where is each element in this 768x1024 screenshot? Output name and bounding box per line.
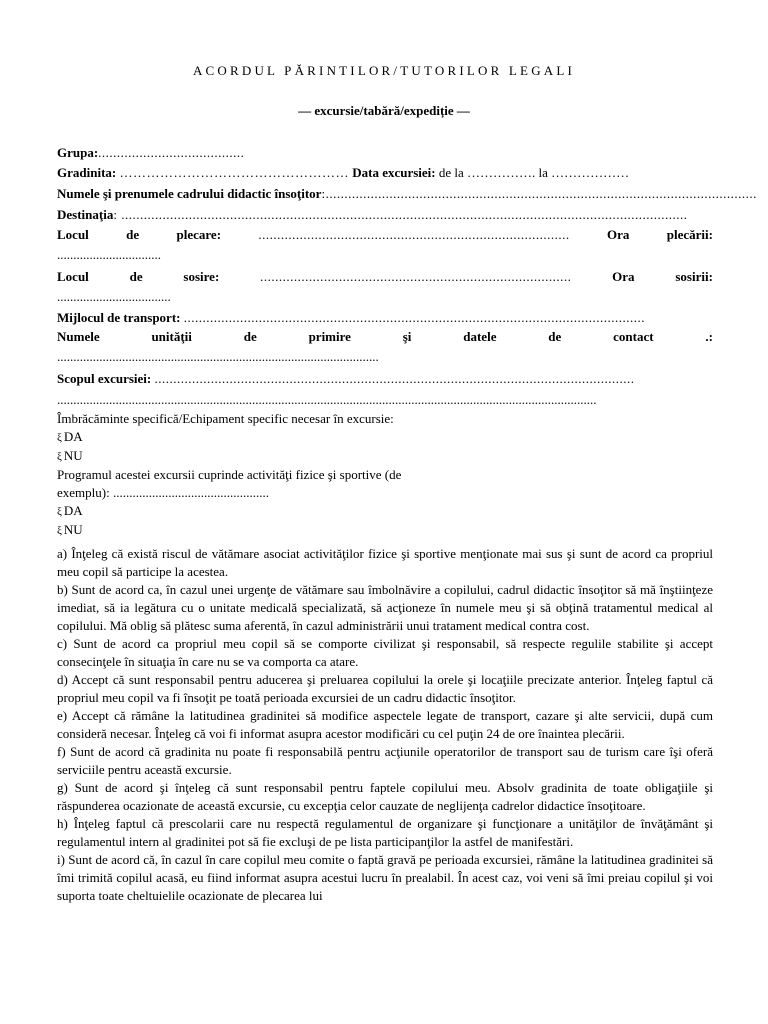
ora-plecarii-blank[interactable]: ................................ — [57, 247, 161, 262]
clause-g: g) Sunt de acord şi înţeleg că sunt responsabil pentru faptele copilului meu. Absolv gradinita de toate obligaţiile şi răspunderea ocazionate de această excursie, cu excepţia celor cauzate de neglijenţa cadrelor didactice însoţitoare. — [57, 780, 713, 813]
program-question: Programul acestei excursii cuprinde activităţi fizice şi sportive (de — [57, 467, 402, 482]
destinatia-label: Destinaţia — [57, 207, 114, 222]
clause-h: h) Înţeleg faptul că prescolarii care nu respectă regulamentul de organizare şi funcţionare a unităţilor de învăţământ şi regulamentul intern al gradinitei pot să fie excluşi de pe lista participanţilor la astfel de manifestări. — [57, 816, 713, 849]
scop-excursie-blank[interactable]: ................................................................................................................................ — [154, 371, 635, 386]
unitate-word: de — [548, 329, 562, 344]
equipment-section — [57, 410, 715, 540]
field-scop-excursie[interactable] — [57, 370, 713, 388]
unitate-word: unităţii — [151, 329, 192, 344]
clause-b: b) Sunt de acord ca, în cazul unei urgenţe de vătămare sau îmbolnăvire a copilului, cadrul didactic însoţitor să mă înştiinţeze imediat, să ia legătura cu o unitate medicală specializată, să acţioneze în numele meu şi să obţină tratamentul medical al copilului. Mă oblig să plătesc suma aferentă, în cazul administrării unui tratament medical contra cost. — [57, 582, 713, 633]
unitate-word: Numele — [57, 329, 100, 344]
field-mijloc-transport[interactable] — [57, 309, 713, 327]
clause-d: d) Accept că sunt responsabil pentru aducerea şi preluarea copilului la orele şi locaţiile precizate anterior. Înţeleg faptul că propriul meu copil va fi însoţit pe toată perioada excursiei de un cadru didactic însoţitor. — [57, 672, 713, 705]
clause-c: c) Sunt de acord ca propriul meu copil să se comporte civilizat şi responsabil, să respecte regulile stabilite şi accept consecinţele în situaţia în care nu se va comporta ca atare. — [57, 636, 713, 669]
document-subtitle: — excursie/tabără/expediție — — [298, 103, 470, 118]
sosirii-word: sosirii: — [675, 269, 713, 284]
checkbox-icon[interactable]: ξ — [57, 451, 62, 463]
gradinita-label: Gradinita: — [57, 165, 117, 180]
locul-plecare-blank[interactable]: ................................................................................... — [258, 227, 570, 242]
mijloc-transport-label: Mijlocul de transport: — [57, 310, 181, 325]
checkbox-icon[interactable]: ξ — [57, 525, 62, 537]
clause-a: a) Înţeleg că există riscul de vătămare asociat activităţilor fizice şi sportive menţionate mai sus şi sunt de acord ca propriul meu copil să participe la acestea. — [57, 546, 713, 579]
ora-word: Ora — [612, 269, 635, 284]
field-gradinita-data[interactable] — [57, 164, 713, 182]
locul-sosire-blank[interactable]: ................................................................................... — [260, 269, 572, 284]
grupa-label: Grupa: — [57, 145, 99, 160]
checkbox-icon[interactable]: ξ — [57, 432, 62, 444]
unitate-word: contact — [613, 329, 654, 344]
field-cadru-didactic[interactable] — [57, 185, 757, 203]
destinatia-blank[interactable]: : ....................................................................................................................................................... — [113, 207, 688, 222]
clause-i: i) Sunt de acord că, în cazul în care copilul meu comite o faptă gravă pe perioada excursiei, rămâne la latitudinea gradinitei să îmi trimită copilul acasă, eu fiind informat asupra acestui lucru în prealabil. În acest caz, voi veni să îmi preiau copilul şi voi suporta toate cheltuielile ocazionate de plecarea lui — [57, 852, 713, 903]
program-no-option[interactable] — [57, 521, 715, 540]
ora-word: Ora — [607, 227, 630, 242]
scop-excursie-label: Scopul excursiei: — [57, 371, 152, 386]
field-locul-plecare[interactable] — [57, 226, 713, 244]
unitate-word: şi — [402, 329, 412, 344]
equipment-question: Îmbrăcăminte specifică/Echipament specific necesar în excursie: — [57, 411, 394, 426]
cadru-didactic-blank[interactable]: :................................................................................................................... — [321, 186, 757, 201]
data-excursiei-blank[interactable]: de la ……………. la ……………… — [438, 165, 630, 180]
field-grupa[interactable] — [57, 144, 713, 162]
de-word: de — [129, 269, 143, 284]
unitate-word: datele — [463, 329, 497, 344]
equipment-yes-option[interactable] — [57, 428, 715, 447]
unitate-word: primire — [308, 329, 351, 344]
field-locul-sosire[interactable] — [57, 268, 713, 286]
unitate-word: de — [243, 329, 257, 344]
program-yes-option[interactable] — [57, 502, 715, 521]
plecare-word: plecare: — [176, 227, 222, 242]
checkbox-icon[interactable]: ξ — [57, 506, 62, 518]
field-unitate-primire[interactable] — [57, 328, 713, 346]
plecarii-word: plecării: — [666, 227, 713, 242]
clause-e: e) Accept că rămâne la latitudinea gradinitei să modifice aspectele legate de transport, cazare şi alte servicii, după cum consideră necesar. Înţeleg că voi fi informat asupra acestor modificări cu cel puţin 24 de ore înaintea plecării. — [57, 708, 713, 741]
grupa-blank[interactable]: ....................................... — [98, 145, 245, 160]
equipment-yes-label: DA — [63, 429, 83, 444]
unitate-word: .: — [705, 329, 713, 344]
equipment-no-option[interactable] — [57, 447, 715, 466]
sosire-word: sosire: — [183, 269, 220, 284]
equipment-no-label: NU — [63, 448, 83, 463]
de-word: de — [126, 227, 140, 242]
mijloc-transport-blank[interactable]: ........................................................................................................................... — [183, 310, 645, 325]
program-no-label: NU — [63, 522, 83, 537]
program-yes-label: DA — [63, 503, 83, 518]
gradinita-blank[interactable]: …………………………………………… — [119, 165, 349, 180]
ora-sosirii-blank[interactable]: ................................... — [57, 289, 171, 304]
data-excursiei-label: Data excursiei: — [352, 165, 436, 180]
locul-word: Locul — [57, 227, 89, 242]
field-destinatia[interactable] — [57, 206, 713, 224]
unitate-primire-blank[interactable]: ................................................................................................... — [57, 349, 379, 364]
program-question-line2[interactable]: exemplu): ................................................ — [57, 485, 269, 500]
clause-f: f) Sunt de acord că gradinita nu poate fi responsabilă pentru acţiunile operatorilor de transport sau de turism care îşi oferă serviciile pentru această excursie. — [57, 744, 713, 777]
cadru-didactic-label: Numele şi prenumele cadrului didactic însoţitor — [57, 186, 322, 201]
locul-word: Locul — [57, 269, 89, 284]
clauses-list — [57, 545, 713, 905]
scop-excursie-blank-2[interactable]: ...................................................................................................................................................................... — [57, 392, 597, 407]
document-title: ACORDUL PĂRINTILOR/TUTORILOR LEGALI — [192, 63, 576, 78]
